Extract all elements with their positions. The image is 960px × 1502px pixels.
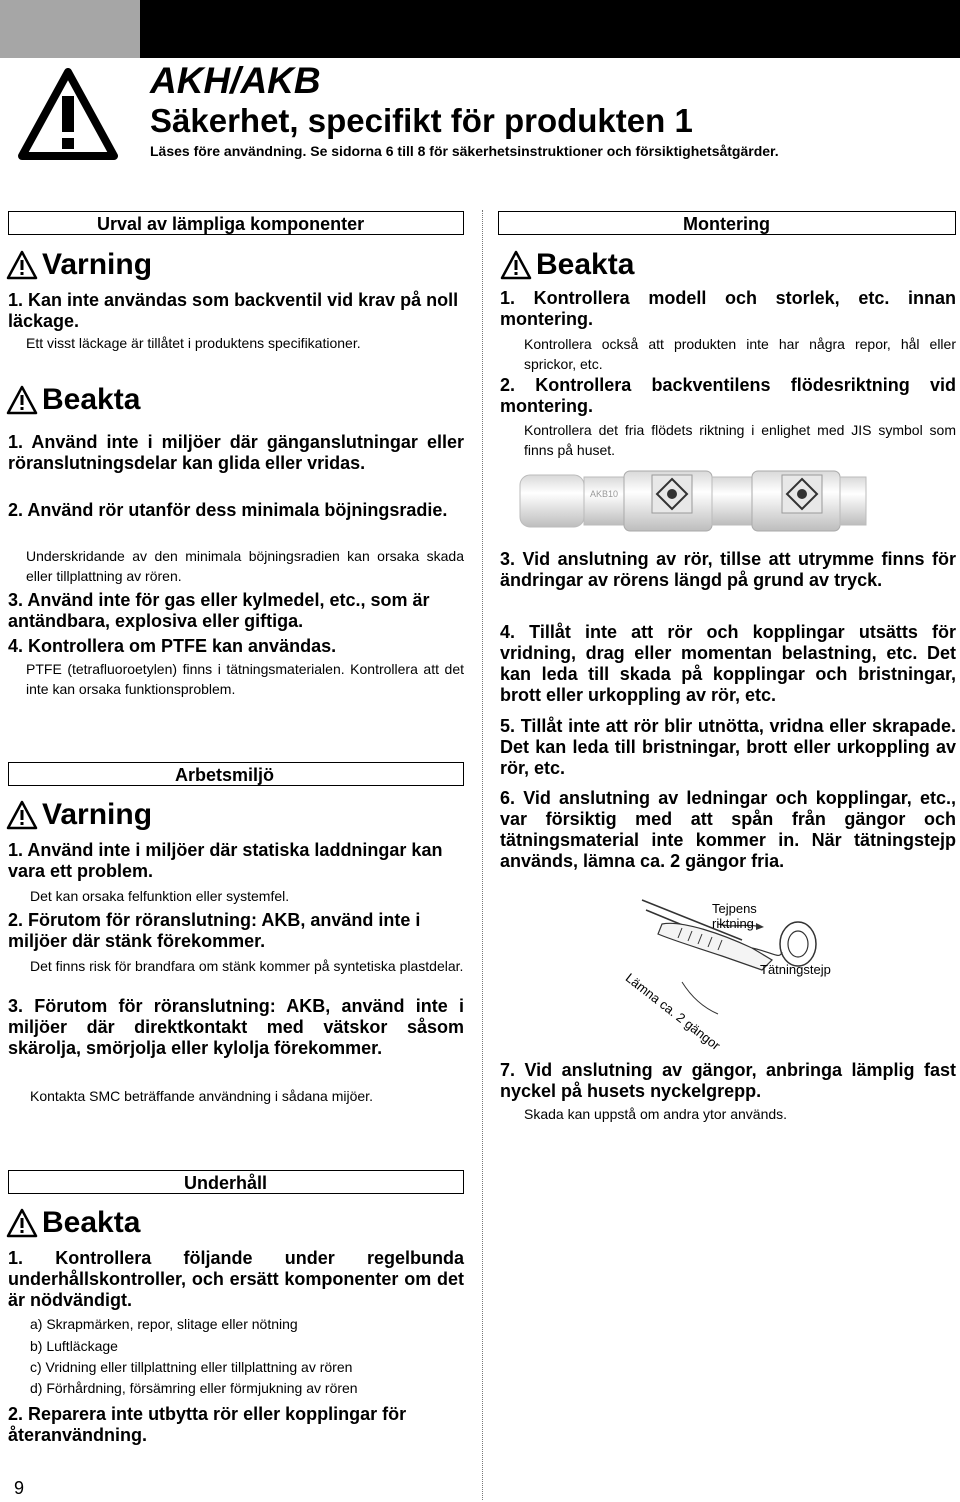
list-item: b) Luftläckage bbox=[30, 1338, 118, 1354]
sealing-tape-label: Tätningstejp bbox=[760, 962, 831, 977]
caution-icon bbox=[6, 385, 38, 415]
caution-signal bbox=[6, 383, 206, 419]
warning-item-1: 1. Använd inte i miljöer där statiska laddningar kan vara ett problem. bbox=[8, 840, 443, 881]
caution-item-1: 1. Använd inte i miljöer där gänganslutningar eller röranslutningsdelar kan glida eller vridas. bbox=[8, 432, 464, 473]
warning-item-2-note: Det finns risk för brandfara om stänk kommer på syntetiska plastdelar. bbox=[30, 958, 464, 974]
warning-item-1-note: Ett visst läckage är tillåtet i produktens specifikationer. bbox=[26, 335, 361, 351]
mounting-item-2: 2. Kontrollera backventilens flödesriktning vid montering. bbox=[500, 375, 956, 416]
caution-icon bbox=[6, 1208, 38, 1238]
section-heading: Urval av lämpliga komponenter bbox=[97, 214, 365, 234]
section-heading: Underhåll bbox=[184, 1173, 268, 1193]
caution-label: Beakta bbox=[536, 248, 635, 281]
mounting-item-6: 6. Vid anslutning av ledningar och kopplingar, etc., var försiktig med att spån från gängor och tätningsmaterial inte kommer in. När tätningstejp används, lämna ca. 2 gängor fria. bbox=[500, 788, 956, 871]
caution-item-2-note: Underskridande av den minimala böjningsradien kan orsaka skada eller tillplattning av rören. bbox=[26, 548, 464, 584]
caution-item-3: 3. Använd inte för gas eller kylmedel, etc., som är antändbara, explosiva eller giftiga. bbox=[8, 590, 430, 631]
warning-item-3: 3. Förutom för röranslutning: AKB, använd inte i miljöer där direktkontakt med vätskor såsom skärolja, smörjolja eller kylolja förekommer. bbox=[8, 996, 464, 1058]
mounting-item-3: 3. Vid anslutning av rör, tillse att utrymme finns för ändringar av rörens längd på grund av tryck. bbox=[500, 549, 956, 590]
mounting-item-2-note: Kontrollera det fria flödets riktning i enlighet med JIS symbol som finns på huset. bbox=[524, 422, 956, 458]
tape-direction-label: Tejpens riktning bbox=[712, 901, 757, 931]
section-heading-box bbox=[498, 211, 956, 235]
section-heading-box bbox=[8, 211, 464, 235]
section-heading-box bbox=[8, 1170, 464, 1194]
caution-item-2: 2. Använd rör utanför dess minimala böjningsradie. bbox=[8, 500, 448, 520]
mounting-item-4: 4. Tillåt inte att rör och kopplingar utsätts för vridning, drag eller momentan belastning, etc. Det kan leda till skada på kopplingar och bristningar, brott eller urkoppling av rör, etc. bbox=[500, 622, 956, 705]
check-valve-figure bbox=[512, 465, 872, 537]
section-heading-box bbox=[8, 762, 464, 786]
warning-signal bbox=[6, 248, 206, 284]
warning-item-1-note: Det kan orsaka felfunktion eller systemfel. bbox=[30, 888, 290, 904]
caution-item-4: 4. Kontrollera om PTFE kan användas. bbox=[8, 636, 337, 656]
header-grey-bar bbox=[0, 0, 140, 58]
page-title: Säkerhet, specifikt för produkten 1 bbox=[150, 102, 693, 139]
list-item: d) Förhårdning, försämring eller förmjukning av rören bbox=[30, 1380, 358, 1396]
page-subtitle: Läses före användning. Se sidorna 6 till 8 för säkerhetsinstruktioner och försiktighetsåtgärder. bbox=[150, 143, 779, 159]
mounting-item-1-note: Kontrollera också att produkten inte har några repor, hål eller sprickor, etc. bbox=[524, 336, 956, 372]
header-black-bar bbox=[140, 0, 960, 58]
warning-label: Varning bbox=[42, 248, 153, 281]
mounting-item-7: 7. Vid anslutning av gängor, anbringa lämplig fast nyckel på husets nyckelgrepp. bbox=[500, 1060, 956, 1101]
leave-threads-label: Lämna ca. 2 gängor bbox=[622, 970, 724, 1054]
warning-signal bbox=[6, 798, 206, 834]
caution-label: Beakta bbox=[42, 1206, 141, 1239]
mounting-item-5: 5. Tillåt inte att rör blir utnötta, vridna eller skrapade. Det kan leda till bristningar, brott eller urkoppling av rör, etc. bbox=[500, 716, 956, 778]
caution-icon bbox=[500, 250, 532, 280]
warning-label: Varning bbox=[42, 798, 153, 831]
section-heading: Montering bbox=[683, 214, 770, 234]
section-heading: Arbetsmiljö bbox=[175, 765, 275, 785]
caution-item-2: 2. Reparera inte utbytta rör eller kopplingar för återanvändning. bbox=[8, 1404, 407, 1445]
page-number: 9 bbox=[14, 1478, 25, 1498]
mounting-item-1: 1. Kontrollera modell och storlek, etc. innan montering. bbox=[500, 288, 956, 329]
caution-signal bbox=[6, 1206, 206, 1242]
valve-marking: AKB10 bbox=[590, 489, 619, 499]
warning-icon bbox=[6, 250, 38, 280]
caution-item-4-note: PTFE (tetrafluoroetylen) finns i tätningsmaterialen. Kontrollera att det inte kan orsaka funktionsproblem. bbox=[26, 661, 464, 697]
list-item: a) Skrapmärken, repor, slitage eller nötning bbox=[30, 1316, 298, 1332]
mounting-item-7-note: Skada kan uppstå om andra ytor används. bbox=[524, 1106, 788, 1122]
warning-item-1: 1. Kan inte användas som backventil vid krav på noll läckage. bbox=[8, 290, 459, 331]
caution-item-1: 1. Kontrollera följande under regelbunda underhållskontroller, och ersätt komponenter om det är nödvändigt. bbox=[8, 1248, 464, 1310]
warning-item-2: 2. Förutom för röranslutning: AKB, använd inte i miljöer där stänk förekommer. bbox=[8, 910, 421, 951]
caution-signal bbox=[500, 248, 700, 284]
warning-item-3-note: Kontakta SMC beträffande användning i sådana mijöer. bbox=[30, 1088, 373, 1104]
column-divider bbox=[482, 210, 483, 1500]
warning-icon bbox=[6, 800, 38, 830]
warning-triangle-icon bbox=[18, 68, 118, 160]
product-model: AKH/AKB bbox=[150, 60, 321, 101]
list-item: c) Vridning eller tillplattning eller tillplattning av rören bbox=[30, 1359, 353, 1375]
caution-label: Beakta bbox=[42, 383, 141, 416]
